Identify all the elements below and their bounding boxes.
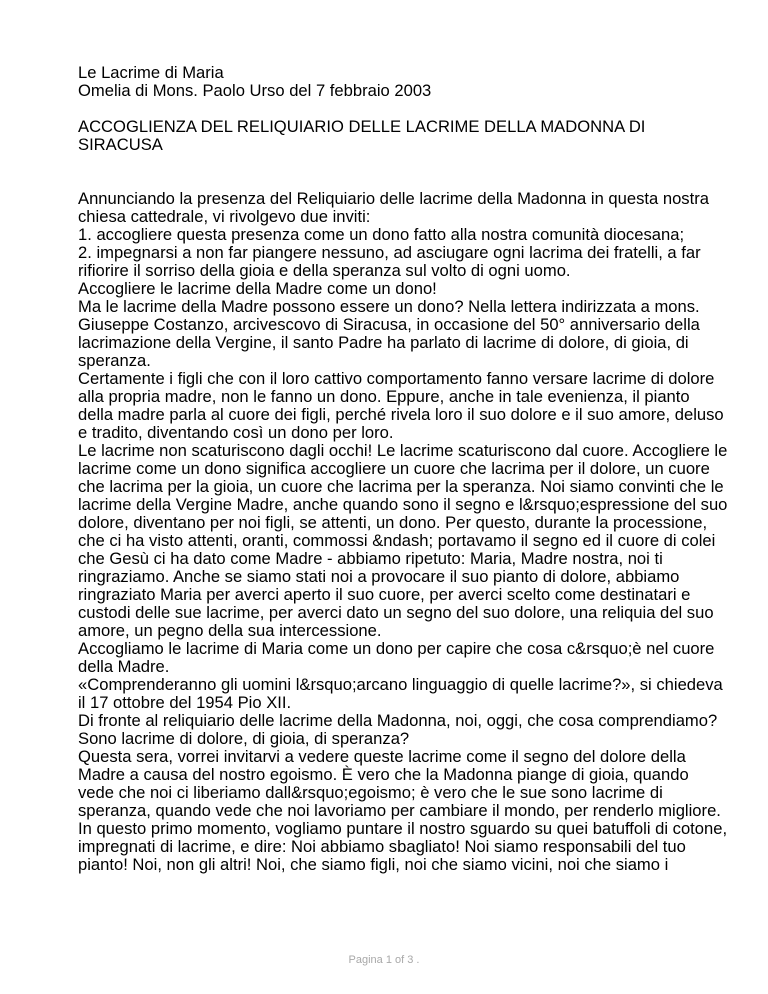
paragraph: Le lacrime non scaturiscono dagli occhi! Le lacrime scaturiscono dal cuore. Accogliere le lacrime come un dono significa accogliere un cuore che lacrima per il dolore, un cuore che lacrima per la gioia, un cuore che lacrima per la speranza. Noi siamo convinti che le lacrime della Vergine Madre, anche quando sono il segno e l&rsquo;espressione del suo dolore, diventano per noi figli, se attenti, un dono. Per questo, durante la processione, che ci ha visto attenti, oranti, commossi &ndash; portavamo il segno ed il cuore di colei che Gesù ci ha dato come Madre - abbiamo ripetuto: Maria, Madre nostra, noi ti ringraziamo. Anche se siamo stati noi a provocare il suo pianto di dolore, abbiamo ringraziato Maria per averci aperto il suo cuore, per averci scelto come destinatari e custodi delle sue lacrime, per averci dato un segno del suo dolore, una reliquia del suo amore, un pegno della sua intercessione.: [78, 441, 728, 640]
page-number-footer: Pagina 1 of 3 .: [348, 954, 420, 966]
paragraph: Accogliamo le lacrime di Maria come un dono per capire che cosa c&rsquo;è nel cuore della Madre.: [78, 639, 715, 676]
section-title-text: ACCOGLIENZA DEL RELIQUIARIO DELLE LACRIME DELLA MADONNA DI SIRACUSA: [78, 117, 646, 154]
paragraph: Questa sera, vorrei invitarvi a vedere queste lacrime come il segno del dolore della Madre a causa del nostro egoismo. È vero che la Madonna piange di gioia, quando vede che noi ci liberiamo dall&rsquo;egoismo; è vero che le sue sono lacrime di speranza, quando vede che noi lavoriamo per cambiare il mondo, per renderlo migliore. In questo primo momento, vogliamo puntare il nostro sguardo su quei batuffoli di cotone, impregnati di lacrime, e dire: Noi abbiamo sbagliato! Noi siamo responsabili del tuo pianto! Noi, non gli altri! Noi, che siamo figli, noi che siamo vicini, noi che siamo i: [78, 747, 728, 874]
paragraph: Certamente i figli che con il loro cattivo comportamento fanno versare lacrime di dolore alla propria madre, non le fanno un dono. Eppure, anche in tale evenienza, il pianto della madre parla al cuore dei figli, perché rivela loro il suo dolore e il suo amore, deluso e tradito, diventando così un dono per loro.: [78, 369, 724, 442]
paragraph: Annunciando la presenza del Reliquiario delle lacrime della Madonna in questa nostra chiesa cattedrale, vi rivolgevo due inviti:: [78, 189, 709, 226]
header-subtitle: Omelia di Mons. Paolo Urso del 7 febbraio 2003: [78, 81, 432, 100]
document-page: [78, 64, 728, 874]
paragraph: 1. accogliere questa presenza come un dono fatto alla nostra comunità diocesana;: [78, 225, 685, 244]
paragraph: Ma le lacrime della Madre possono essere un dono? Nella lettera indirizzata a mons. Giuseppe Costanzo, arcivescovo di Siracusa, in occasione del 50° anniversario della lacrimazione della Vergine, il santo Padre ha parlato di lacrime di dolore, di gioia, di speranza.: [78, 297, 700, 370]
body-text: [78, 190, 728, 874]
paragraph: «Comprenderanno gli uomini l&rsquo;arcano linguaggio di quelle lacrime?», si chiedeva il 17 ottobre del 1954 Pio XII.: [78, 675, 723, 712]
header-title: Le Lacrime di Maria: [78, 63, 224, 82]
section-title: [78, 118, 728, 154]
paragraph: 2. impegnarsi a non far piangere nessuno, ad asciugare ogni lacrima dei fratelli, a far rifiorire il sorriso della gioia e della speranza sul volto di ogni uomo.: [78, 243, 701, 280]
document-header: [78, 64, 728, 100]
paragraph: Accogliere le lacrime della Madre come un dono!: [78, 279, 437, 298]
paragraph: Di fronte al reliquiario delle lacrime della Madonna, noi, oggi, che cosa comprendiamo? Sono lacrime di dolore, di gioia, di speranza?: [78, 711, 718, 748]
